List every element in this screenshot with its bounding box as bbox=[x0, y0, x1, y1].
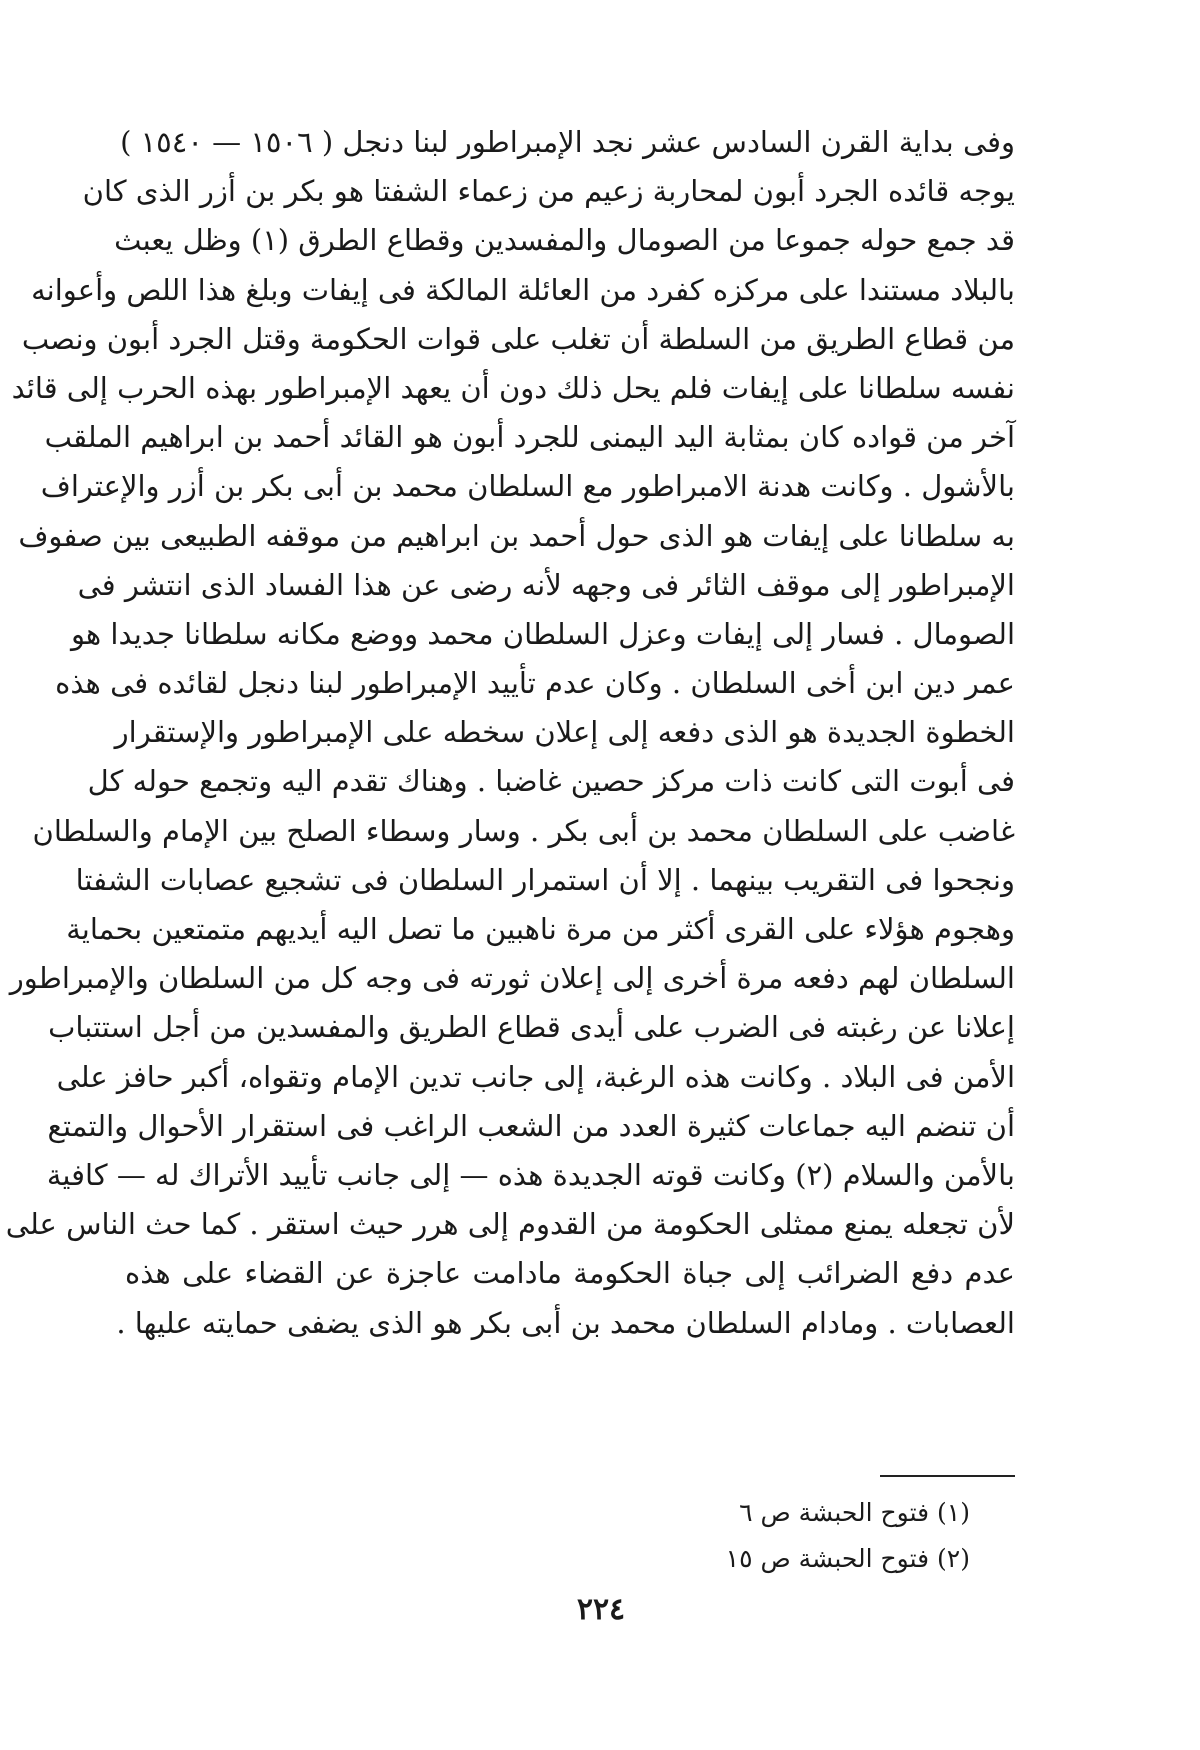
footnote: (١) فتوح الحبشة ص ٦ bbox=[739, 1498, 970, 1527]
footnote: (٢) فتوح الحبشة ص ١٥ bbox=[725, 1544, 970, 1573]
text-line: العصابات . ومادام السلطان محمد بن أبى بكر هو الذى يضفى حمايته عليها . bbox=[116, 1305, 1015, 1340]
text-line: به سلطانا على إيفات هو الذى حول أحمد بن ابراهيم من موقفه الطبيعى بين صفوف bbox=[18, 518, 1015, 553]
text-line: إعلانا عن رغبته فى الضرب على أيدى قطاع الطريق والمفسدين من أجل استتباب bbox=[48, 1010, 1015, 1045]
main-text-block bbox=[5, 118, 1015, 1348]
text-line: بالأمن والسلام (٢) وكانت قوته الجديدة هذه — إلى جانب تأييد الأتراك له — كافية bbox=[46, 1157, 1015, 1192]
text-line: ونجحوا فى التقريب بينهما . إلا أن استمرار السلطان فى تشجيع عصابات الشفتا bbox=[75, 862, 1015, 897]
text-line: بالبلاد مستندا على مركزه كفرد من العائلة المالكة فى إيفات وبلغ هذا اللص وأعوانه bbox=[31, 272, 1015, 307]
text-line: لأن تجعله يمنع ممثلى الحكومة من القدوم إلى هرر حيث استقر . كما حث الناس على bbox=[5, 1207, 1015, 1242]
text-line: وهجوم هؤلاء على القرى أكثر من مرة ناهبين ما تصل اليه أيديهم متمتعين بحماية bbox=[66, 912, 1015, 946]
text-line: الخطوة الجديدة هو الذى دفعه إلى إعلان سخطه على الإمبراطور والإستقرار bbox=[114, 715, 1015, 750]
footnotes bbox=[610, 1490, 970, 1582]
text-line: يوجه قائده الجرد أبون لمحاربة زعيم من زعماء الشفتا هو بكر بن أزر الذى كان bbox=[82, 174, 1015, 209]
text-line: الأمن فى البلاد . وكانت هذه الرغبة، إلى جانب تدين الإمام وتقواه، أكبر حافز على bbox=[56, 1059, 1015, 1094]
text-line: بالأشول . وكانت هدنة الامبراطور مع السلطان محمد بن أبى بكر بن أزر والإعتراف bbox=[40, 469, 1015, 504]
footnote-divider bbox=[880, 1475, 1015, 1477]
text-line: آخر من قواده كان بمثابة اليد اليمنى للجرد أبون هو القائد أحمد بن ابراهيم الملقب bbox=[44, 420, 1015, 455]
text-line: أن تنضم اليه جماعات كثيرة العدد من الشعب الراغب فى استقرار الأحوال والتمتع bbox=[47, 1108, 1015, 1143]
page-number: ٢٢٤ bbox=[576, 1592, 626, 1627]
text-line: عمر دين ابن أخى السلطان . وكان عدم تأييد الإمبراطور لبنا دنجل لقائده فى هذه bbox=[55, 666, 1015, 701]
text-line: وفى بداية القرن السادس عشر نجد الإمبراطور لبنا دنجل ( ١٥٠٦ — ١٥٤٠ ) bbox=[120, 125, 1015, 159]
text-line: نفسه سلطانا على إيفات فلم يحل ذلك دون أن يعهد الإمبراطور بهذه الحرب إلى قائد bbox=[11, 370, 1015, 405]
text-line: فى أبوت التى كانت ذات مركز حصين غاضبا . وهناك تقدم اليه وتجمع حوله كل bbox=[87, 764, 1015, 799]
text-line: السلطان لهم دفعه مرة أخرى إلى إعلان ثورته فى وجه كل من السلطان والإمبراطور bbox=[9, 961, 1015, 996]
text-line: الإمبراطور إلى موقف الثائر فى وجهه لأنه رضى عن هذا الفساد الذى انتشر فى bbox=[77, 567, 1015, 602]
text-line: قد جمع حوله جموعا من الصومال والمفسدين وقطاع الطرق (١) وظل يعبث bbox=[114, 223, 1015, 258]
text-line: الصومال . فسار إلى إيفات وعزل السلطان محمد ووضع مكانه سلطانا جديدا هو bbox=[70, 616, 1015, 651]
text-line: غاضب على السلطان محمد بن أبى بكر . وسار وسطاء الصلح بين الإمام والسلطان bbox=[32, 813, 1015, 848]
text-line: من قطاع الطريق من السلطة أن تغلب على قوات الحكومة وقتل الجرد أبون ونصب bbox=[21, 321, 1015, 356]
text-line: عدم دفع الضرائب إلى جباة الحكومة مادامت عاجزة عن القضاء على هذه bbox=[125, 1256, 1015, 1291]
